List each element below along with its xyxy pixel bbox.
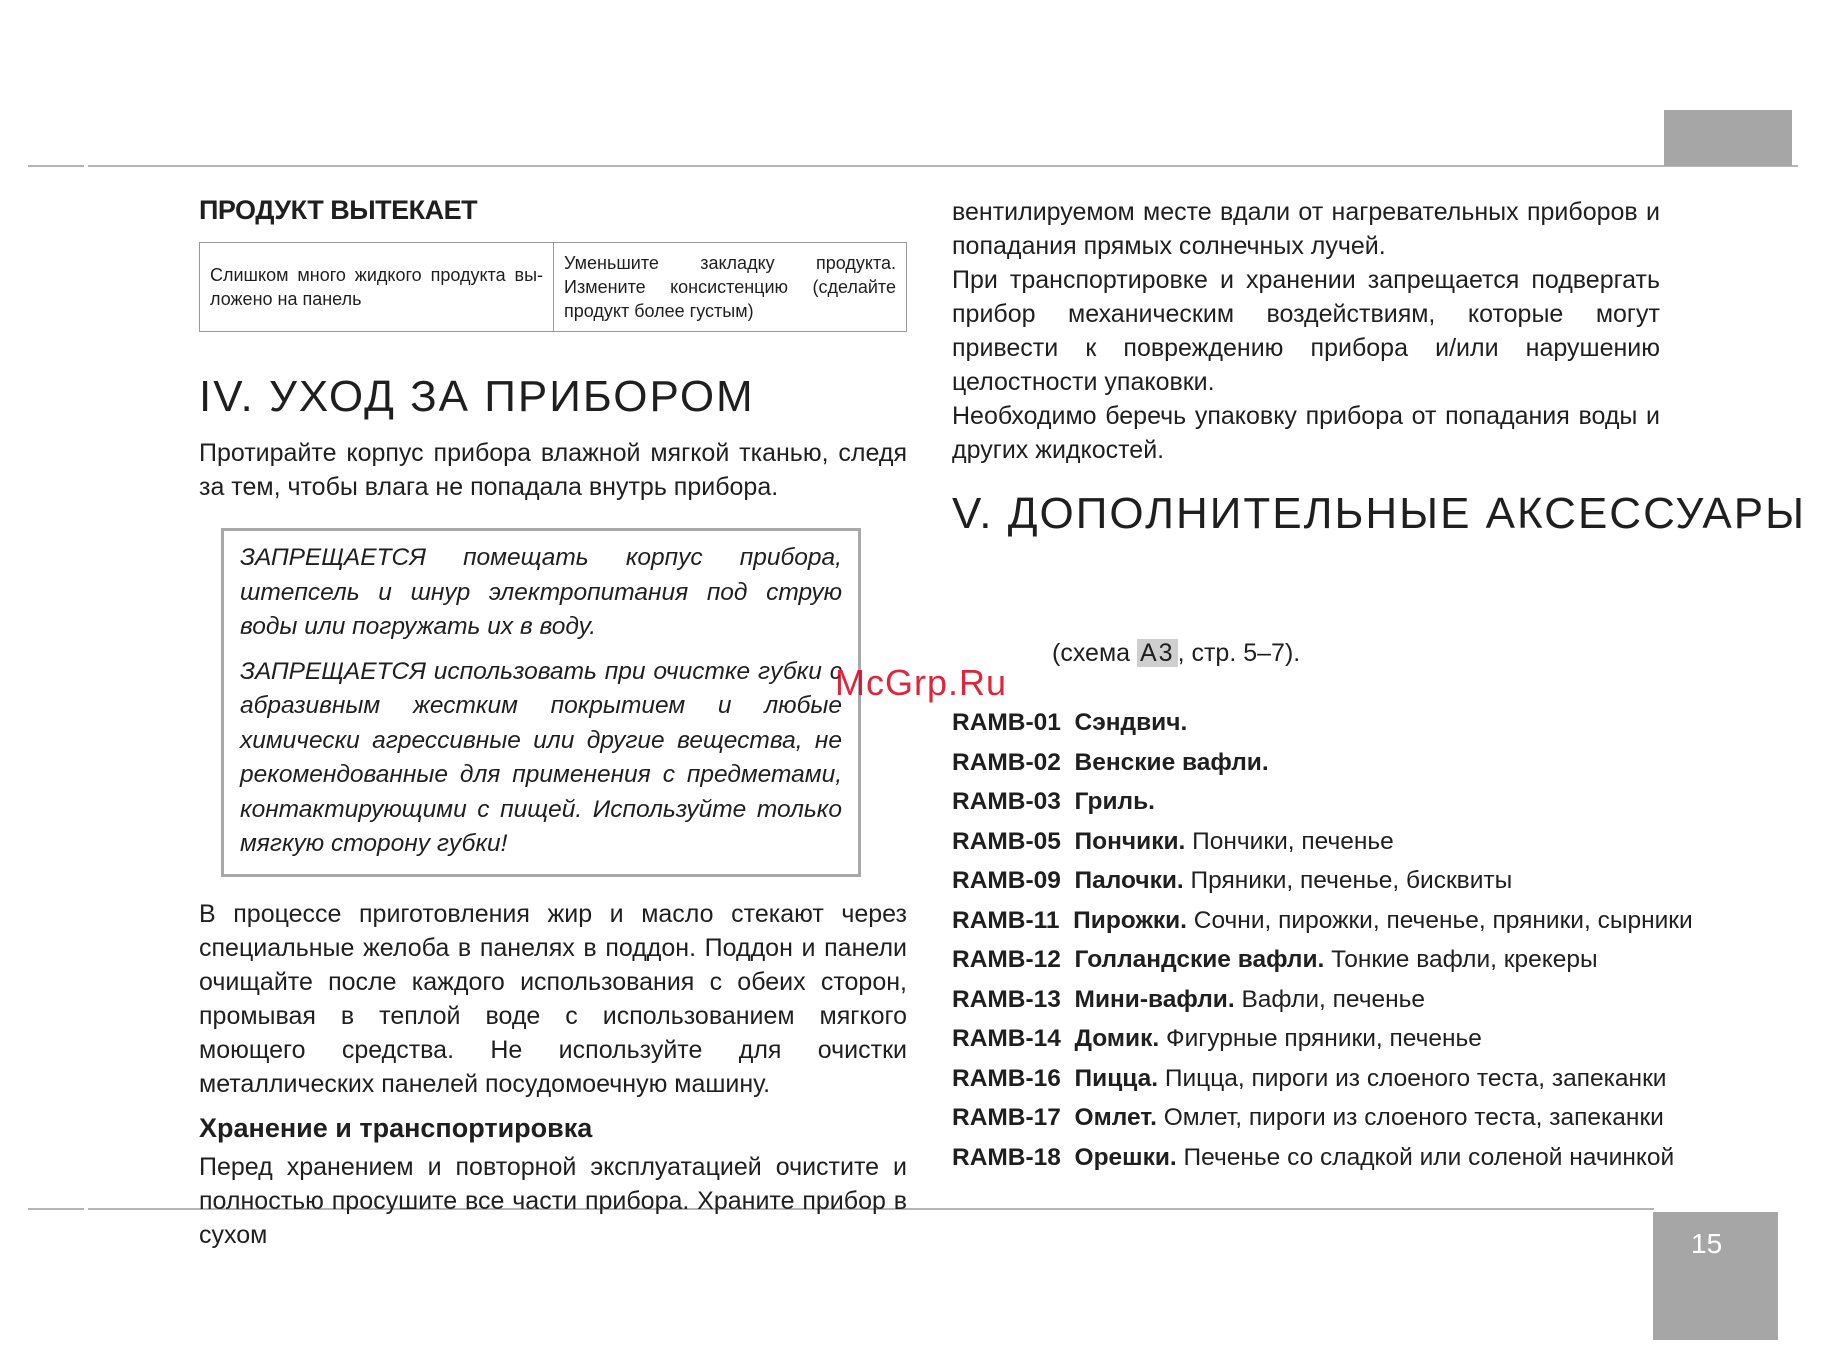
accessory-code: RAMB-18: [952, 1143, 1061, 1171]
header-rule-left: [28, 165, 84, 167]
page-number: 15: [1691, 1228, 1723, 1259]
list-item: [952, 743, 1660, 783]
accessory-code: RAMB-12: [952, 946, 1061, 973]
accessory-code: RAMB-01: [952, 709, 1061, 736]
scheme-before: (схема: [1052, 639, 1137, 667]
footer-rule-left: [28, 1208, 84, 1210]
accessory-description: Пончики, печенье: [1192, 827, 1394, 855]
list-item: [952, 822, 1660, 862]
left-column: [199, 195, 907, 1252]
scheme-after: , стр. 5–7).: [1177, 639, 1301, 667]
list-item: [952, 703, 1660, 743]
accessory-name: Гриль.: [1074, 788, 1155, 815]
transport-paragraph: При транспортировке и хранении запрещается подвергать прибор механическим воздействиям, которые могут привести к повреждению прибора и/или нарушению целостности упаковки.: [952, 266, 1660, 396]
accessory-code: RAMB-05: [952, 827, 1061, 855]
right-column: [952, 195, 1807, 1177]
accessory-description: Пряники, печенье, бисквиты: [1190, 867, 1513, 894]
accessories-list: [952, 703, 1693, 1177]
accessory-description: Сочни, пирожки, печенье, пряники, сырники: [1193, 906, 1693, 934]
accessory-description: Омлет, пироги из слоеного теста, запеканки: [1163, 1104, 1664, 1131]
accessory-description: Вафли, печенье: [1241, 985, 1426, 1013]
accessory-code: RAMB-16: [952, 1064, 1061, 1092]
accessory-description: Пицца, пироги из слоеного теста, запеканки: [1164, 1064, 1667, 1092]
storage-continued-paragraph: вентилируемом месте вдали от нагревательных приборов и попадания прямых солнечных лучей.: [952, 198, 1660, 260]
packaging-paragraph: Необходимо беречь упаковку прибора от попадания воды и других жидкостей.: [952, 402, 1660, 464]
list-item: [952, 980, 1660, 1020]
accessory-code: RAMB-03: [952, 788, 1061, 815]
accessory-name: Пончики.: [1074, 827, 1186, 855]
list-item: [952, 1059, 1667, 1099]
accessory-code: RAMB-11: [952, 906, 1060, 934]
list-item: [952, 1019, 1660, 1059]
accessory-description: Фигурные пряники, печенье: [1166, 1025, 1482, 1052]
list-item: [952, 1098, 1664, 1138]
accessory-code: RAMB-17: [952, 1104, 1061, 1131]
accessory-name: Палочки.: [1074, 867, 1184, 894]
accessory-description: Тонкие вафли, крекеры: [1331, 946, 1598, 973]
list-item: [952, 782, 1660, 822]
list-item: [952, 901, 1693, 941]
solution-cell: Уменьшите закладку продукта. Измените консистенцию (сделайте продукт более густым): [554, 243, 907, 332]
warning-box: [221, 528, 861, 877]
accessory-name: Сэндвич.: [1074, 709, 1188, 736]
accessory-name: Омлет.: [1074, 1104, 1157, 1131]
accessory-name: Домик.: [1074, 1025, 1160, 1052]
accessory-code: RAMB-14: [952, 1025, 1061, 1052]
header-rule: [88, 165, 1798, 167]
troubleshooting-table: [199, 242, 907, 332]
storage-paragraph: Перед хранением и повторной эксплуатацией очистите и полностью просушите все части прибора. Храните прибор в сухом: [199, 1152, 907, 1249]
accessory-name: Орешки.: [1074, 1143, 1177, 1171]
list-item: [952, 1138, 1675, 1178]
section-5-title: V. ДОПОЛНИТЕЛЬНЫЕ АКСЕССУАРЫ: [952, 489, 1807, 538]
accessory-description: Печенье со сладкой или соленой начинкой: [1183, 1143, 1675, 1171]
header-tab: [1664, 110, 1792, 166]
cleaning-paragraph: В процессе приготовления жир и масло стекают через специальные желоба в панелях в поддон. Поддон и панели очищайте после каждого использования с обеих сторон, промывая в теплой воде с использованием мягкого моющего средства. Не используйте для очистки металлических панелей посудомоечную машину.: [199, 899, 907, 1098]
watermark: McGrp.Ru: [835, 662, 1008, 703]
accessory-code: RAMB-09: [952, 867, 1061, 894]
warning-text-1: ЗАПРЕЩАЕТСЯ помещать корпус прибора, штепсель и шнур электропитания под струю воды или погружать их в воду.: [240, 544, 842, 640]
scheme-reference: [1052, 633, 1660, 703]
problem-heading: ПРОДУКТ ВЫТЕКАЕТ: [199, 195, 478, 225]
page-number-tab: [1653, 1212, 1778, 1340]
accessory-name: Голландские вафли.: [1074, 946, 1325, 973]
care-paragraph: Протирайте корпус прибора влажной мягкой тканью, следя за тем, чтобы влага не попадала внутрь прибора.: [199, 439, 907, 501]
warning-text-2: ЗАПРЕЩАЕТСЯ использовать при очистке губки с абразивным жестким покрытием и любые химически агрессивные или другие вещества, не рекомендованные для применения с предметами, контактирующими с пищей. Используйте только мягкую сторону губки!: [240, 657, 842, 857]
list-item: [952, 940, 1660, 980]
scheme-ref-badge: A3: [1137, 639, 1178, 667]
accessory-name: Мини-вафли.: [1074, 985, 1235, 1013]
storage-heading: Хранение и транспортировка: [199, 1112, 593, 1143]
table-row: [200, 243, 907, 332]
accessory-name: Пирожки.: [1073, 906, 1187, 934]
accessory-code: RAMB-02: [952, 748, 1061, 776]
cause-cell: Слишком много жидкого продукта выложено на панель: [200, 243, 554, 332]
section-4-title: IV. УХОД ЗА ПРИБОРОМ: [199, 372, 755, 421]
list-item: [952, 861, 1660, 901]
accessory-name: Венские вафли.: [1074, 748, 1269, 776]
accessory-code: RAMB-13: [952, 985, 1061, 1013]
accessory-name: Пицца.: [1074, 1064, 1159, 1092]
